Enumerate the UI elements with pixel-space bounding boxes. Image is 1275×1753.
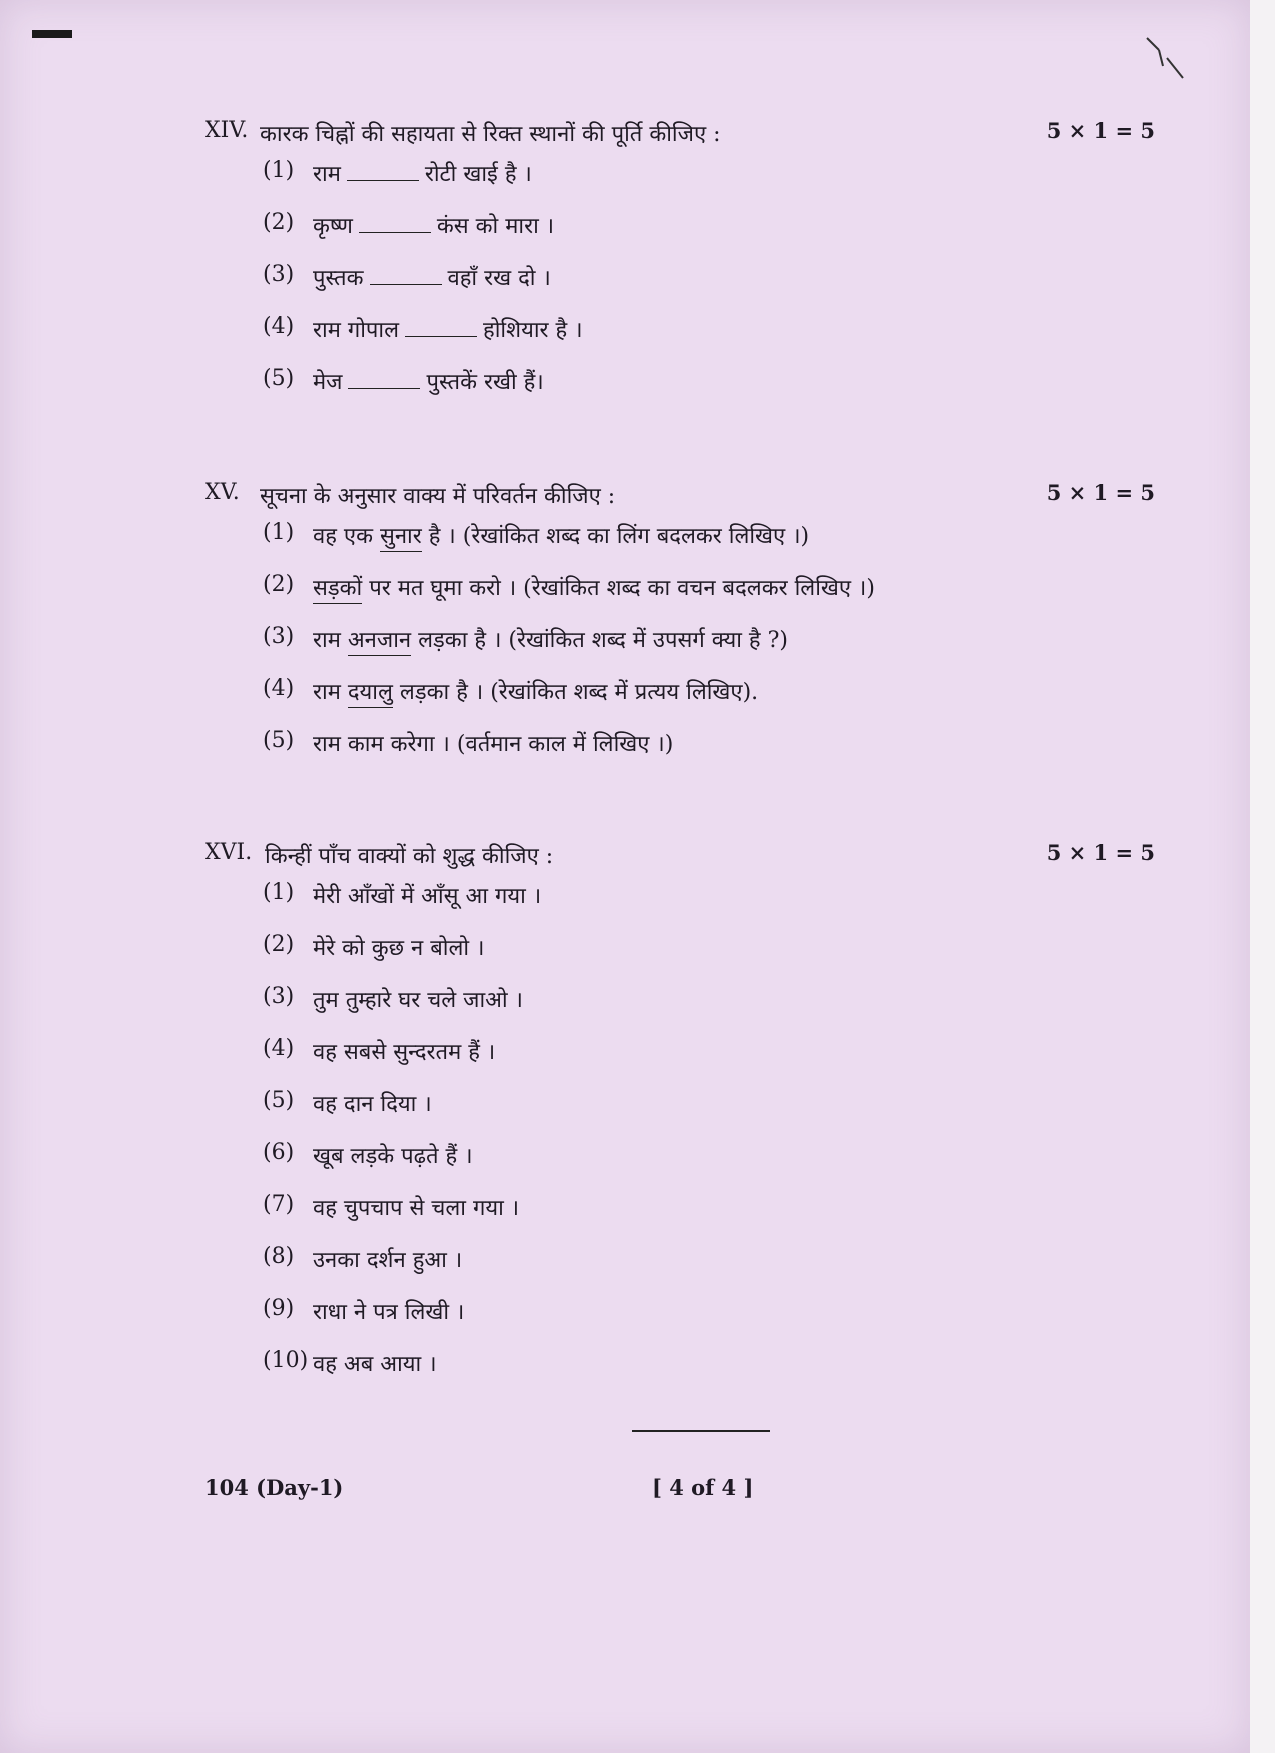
- underlined-word: अनजान: [348, 628, 411, 656]
- blank-line: [348, 368, 420, 389]
- item-text: [313, 366, 544, 396]
- item-text: [313, 210, 554, 240]
- list-item: [263, 572, 1155, 624]
- question-16-items: [205, 880, 1155, 1400]
- page-number: [ 4 of 4 ]: [652, 1475, 754, 1500]
- item-number: (2): [263, 932, 295, 957]
- item-text-after: कंस को मारा ।: [436, 214, 555, 239]
- list-item: [263, 314, 1155, 366]
- item-text: [313, 572, 875, 602]
- item-text-after: पुस्तकें रखी हैं।: [426, 370, 544, 395]
- underlined-word: सुनार: [380, 524, 422, 552]
- question-marks: 5 × 1 = 5: [1046, 840, 1155, 865]
- list-item: [263, 1088, 1155, 1140]
- item-text-before: राम: [313, 680, 348, 705]
- item-number: (3): [263, 262, 295, 287]
- list-item: [263, 366, 1155, 418]
- corner-mark: [32, 30, 72, 38]
- underlined-word: सड़कों: [313, 576, 362, 604]
- item-text: वह दान दिया ।: [313, 1092, 432, 1117]
- list-item: [263, 676, 1155, 728]
- item-text-before: राम गोपाल: [313, 318, 400, 343]
- question-14: [205, 118, 1155, 418]
- item-text: उनका दर्शन हुआ ।: [313, 1248, 463, 1273]
- item-number: (10): [263, 1348, 309, 1373]
- question-title: किन्हीं पाँच वाक्यों को शुद्ध कीजिए :: [265, 844, 554, 869]
- question-marks: 5 × 1 = 5: [1046, 118, 1155, 143]
- item-number: (4): [263, 314, 295, 339]
- item-number: (1): [263, 520, 295, 545]
- item-text-after: होशियार है ।: [483, 318, 583, 343]
- item-text: तुम तुम्हारे घर चले जाओ ।: [313, 988, 523, 1013]
- item-number: (9): [263, 1296, 295, 1321]
- list-item: [263, 1036, 1155, 1088]
- question-title: कारक चिह्नों की सहायता से रिक्त स्थानों की पूर्ति कीजिए :: [260, 122, 721, 147]
- item-text: खूब लड़के पढ़ते हैं ।: [313, 1144, 473, 1169]
- list-item: [263, 1192, 1155, 1244]
- item-text-before: राम: [313, 628, 348, 653]
- item-text: [313, 158, 532, 188]
- blank-line: [370, 264, 442, 285]
- list-item: [263, 932, 1155, 984]
- item-text-before: राम: [313, 162, 341, 187]
- item-text: [313, 520, 809, 550]
- item-text: [313, 314, 583, 344]
- underlined-word: दयालु: [348, 680, 393, 708]
- item-text: वह सबसे सुन्दरतम हैं ।: [313, 1040, 496, 1065]
- item-text: [313, 624, 788, 654]
- list-item: [263, 1348, 1155, 1400]
- question-15-header: [205, 480, 1155, 520]
- item-number: (1): [263, 158, 295, 183]
- list-item: [263, 728, 1155, 780]
- paper-code: 104 (Day-1): [205, 1475, 344, 1500]
- list-item: [263, 1296, 1155, 1348]
- item-number: (6): [263, 1140, 295, 1165]
- list-item: [263, 520, 1155, 572]
- item-number: (5): [263, 366, 295, 391]
- item-number: (3): [263, 984, 295, 1009]
- item-number: (5): [263, 728, 295, 753]
- item-number: (2): [263, 572, 295, 597]
- item-number: (5): [263, 1088, 295, 1113]
- item-text: राधा ने पत्र लिखी ।: [313, 1300, 465, 1325]
- item-number: (4): [263, 1036, 295, 1061]
- question-15: [205, 480, 1155, 780]
- list-item: [263, 158, 1155, 210]
- question-16: [205, 840, 1155, 1400]
- question-14-items: [205, 158, 1155, 418]
- question-title: सूचना के अनुसार वाक्य में परिवर्तन कीजिए :: [260, 484, 616, 509]
- item-text-before: मेज: [313, 370, 343, 395]
- end-rule: [632, 1430, 770, 1432]
- question-marks: 5 × 1 = 5: [1046, 480, 1155, 505]
- question-14-header: [205, 118, 1155, 158]
- scan-edge: [1250, 0, 1275, 1753]
- list-item: [263, 1140, 1155, 1192]
- item-number: (8): [263, 1244, 295, 1269]
- fold-mark-icon: [1145, 36, 1185, 82]
- question-number: XVI.: [205, 840, 253, 865]
- item-text-before: पुस्तक: [313, 266, 364, 291]
- item-number: (2): [263, 210, 295, 235]
- item-text-after: है । (रेखांकित शब्द का लिंग बदलकर लिखिए ।): [421, 524, 810, 549]
- question-15-items: [205, 520, 1155, 780]
- item-text: वह चुपचाप से चला गया ।: [313, 1196, 520, 1221]
- list-item: [263, 262, 1155, 314]
- item-text: [313, 676, 758, 706]
- item-text-after: रोटी खाई है ।: [424, 162, 532, 187]
- question-number: XV.: [205, 480, 240, 505]
- item-text-after: लड़का है । (रेखांकित शब्द में उपसर्ग क्या है ?): [411, 628, 788, 653]
- list-item: [263, 880, 1155, 932]
- question-number: XIV.: [205, 118, 249, 143]
- list-item: [263, 624, 1155, 676]
- blank-line: [405, 316, 477, 337]
- list-item: [263, 984, 1155, 1036]
- item-number: (3): [263, 624, 295, 649]
- item-text-after: लड़का है । (रेखांकित शब्द में प्रत्यय लिखिए).: [392, 680, 759, 705]
- item-text-before: कृष्ण: [313, 214, 353, 239]
- item-text-before: राम काम करेगा । (वर्तमान काल में लिखिए ।): [313, 732, 674, 757]
- question-16-header: [205, 840, 1155, 880]
- item-text: [313, 728, 673, 758]
- item-number: (1): [263, 880, 295, 905]
- item-text-after: पर मत घूमा करो । (रेखांकित शब्द का वचन बदलकर लिखिए ।): [362, 576, 875, 601]
- item-text: मेरी आँखों में आँसू आ गया ।: [313, 884, 542, 909]
- list-item: [263, 1244, 1155, 1296]
- item-text-before: वह एक: [313, 524, 380, 549]
- blank-line: [347, 160, 419, 181]
- list-item: [263, 210, 1155, 262]
- item-text: वह अब आया ।: [313, 1352, 437, 1377]
- blank-line: [359, 212, 431, 233]
- item-number: (7): [263, 1192, 295, 1217]
- item-number: (4): [263, 676, 295, 701]
- item-text-after: वहाँ रख दो ।: [447, 266, 551, 291]
- item-text: [313, 262, 551, 292]
- item-text: मेरे को कुछ न बोलो ।: [313, 936, 485, 961]
